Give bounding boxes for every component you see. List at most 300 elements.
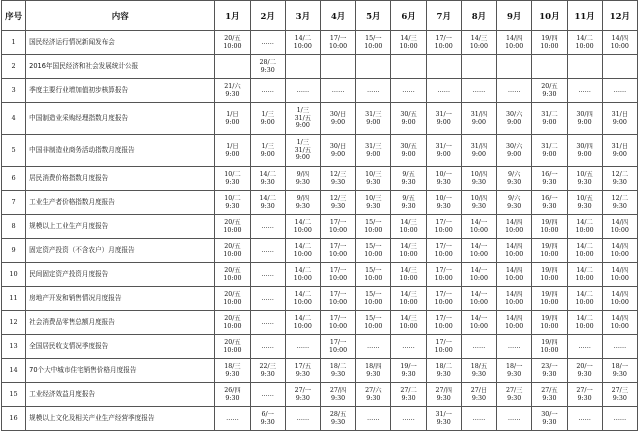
schedule-cell — [215, 55, 250, 79]
cell-line: 14/二 — [294, 219, 312, 226]
cell-line: 9:00 — [366, 150, 381, 158]
cell-line: …… — [402, 342, 415, 350]
schedule-cell — [567, 191, 602, 215]
cell-line: 9:30 — [401, 394, 416, 402]
schedule-cell — [567, 263, 602, 287]
cell-line: 10:00 — [575, 250, 594, 258]
schedule-cell — [250, 191, 285, 215]
cell-line: …… — [226, 414, 239, 422]
schedule-cell — [461, 359, 496, 383]
cell-line: 17/一 — [329, 291, 347, 298]
schedule-cell — [461, 135, 496, 167]
cell-line: 9:30 — [507, 178, 522, 186]
schedule-cell — [391, 31, 426, 55]
cell-line: 30/六 — [505, 143, 523, 150]
row-content: 规模以上文化及相关产业生产经营季度报告 — [26, 407, 215, 431]
cell-line: 9:30 — [401, 202, 416, 210]
cell-line: 10:00 — [223, 274, 242, 282]
cell-line: …… — [367, 414, 380, 422]
cell-line: 19/四 — [541, 219, 558, 226]
cell-line: 31/一 — [435, 111, 452, 118]
cell-line: 10:00 — [540, 226, 559, 234]
schedule-cell — [497, 135, 532, 167]
schedule-cell — [250, 167, 285, 191]
cell-line: …… — [507, 86, 521, 94]
cell-line: 9:00 — [471, 150, 487, 158]
schedule-cell — [356, 407, 391, 431]
row-index: 8 — [2, 215, 26, 239]
cell-line: 14/四 — [611, 291, 629, 298]
cell-line: 10:00 — [575, 42, 594, 50]
schedule-cell — [567, 335, 602, 359]
cell-line: 27/五 — [541, 387, 558, 394]
schedule-cell — [215, 135, 250, 167]
cell-line: 10:00 — [469, 226, 489, 234]
schedule-cell — [461, 167, 496, 191]
cell-line: 10:00 — [505, 274, 524, 282]
cell-line: 10:00 — [364, 250, 383, 258]
cell-line: 10:00 — [575, 322, 594, 330]
cell-line: 20/五 — [224, 219, 241, 226]
cell-line: 10:00 — [575, 274, 594, 282]
cell-line: 10:00 — [469, 274, 489, 282]
schedule-cell — [426, 287, 461, 311]
schedule-cell — [250, 215, 285, 239]
schedule-cell — [285, 135, 320, 167]
cell-line: 1/三 — [296, 107, 310, 115]
cell-line: 15/一 — [365, 291, 382, 298]
cell-line: …… — [613, 342, 627, 350]
cell-line: 14/四 — [505, 219, 523, 226]
schedule-cell — [391, 335, 426, 359]
row-index: 10 — [2, 263, 26, 287]
cell-line: 10:00 — [505, 250, 524, 258]
schedule-cell — [356, 287, 391, 311]
cell-line: 10:00 — [540, 346, 559, 354]
row-content: 固定资产投资（不含农户）月度报告 — [26, 239, 215, 263]
row-index: 2 — [2, 55, 26, 79]
cell-line: 6/一 — [261, 411, 274, 418]
row-content: 工业经济效益月度报告 — [26, 383, 215, 407]
schedule-cell — [215, 167, 250, 191]
cell-line: 17/一 — [435, 315, 452, 322]
cell-line: 31/三 — [365, 111, 382, 118]
table-row — [2, 311, 638, 335]
cell-line: 19/四 — [541, 291, 558, 298]
schedule-cell — [532, 191, 567, 215]
cell-line: 9:30 — [225, 90, 240, 98]
cell-line: 14/四 — [611, 267, 629, 274]
header-month: 11月 — [567, 1, 602, 31]
cell-line: 1/日 — [226, 111, 239, 118]
cell-line: …… — [613, 414, 627, 422]
cell-line: 30/日 — [329, 143, 347, 150]
cell-line: 19/四 — [541, 243, 558, 250]
cell-line: 10:00 — [399, 250, 418, 258]
cell-line: 10:00 — [610, 298, 629, 306]
cell-line: 14/一 — [470, 291, 488, 298]
cell-line: 9:30 — [542, 418, 557, 426]
cell-line: 10:00 — [329, 298, 348, 306]
schedule-cell — [567, 31, 602, 55]
schedule-cell — [250, 31, 285, 55]
cell-line: …… — [261, 294, 274, 302]
cell-line: 10:00 — [575, 298, 594, 306]
cell-line: 20/一 — [576, 363, 593, 370]
schedule-cell — [391, 135, 426, 167]
schedule-cell — [426, 263, 461, 287]
cell-line: 10/一 — [435, 171, 452, 178]
schedule-cell — [426, 359, 461, 383]
cell-line: 18/二 — [329, 363, 347, 370]
row-content: 季度主要行业增加值初步核算报告 — [26, 79, 215, 103]
schedule-cell — [567, 135, 602, 167]
cell-line: 9:30 — [542, 90, 557, 98]
schedule-cell — [497, 359, 532, 383]
cell-line: …… — [296, 342, 310, 350]
schedule-cell — [567, 239, 602, 263]
cell-line: 10:00 — [293, 298, 312, 306]
schedule-cell — [532, 263, 567, 287]
cell-line: 9:30 — [436, 394, 451, 402]
cell-line: 9:30 — [577, 202, 592, 210]
cell-line: 16/一 — [541, 171, 558, 178]
cell-line: 9:00 — [401, 118, 416, 126]
schedule-cell — [391, 239, 426, 263]
table-body — [2, 31, 638, 431]
cell-line: 9:00 — [225, 150, 240, 158]
cell-line: 9:00 — [331, 150, 346, 158]
schedule-cell — [461, 407, 496, 431]
schedule-cell — [532, 239, 567, 263]
schedule-cell — [602, 335, 637, 359]
cell-line: 27/二 — [400, 387, 417, 394]
cell-line: …… — [507, 414, 521, 422]
schedule-cell — [602, 167, 637, 191]
cell-line: …… — [437, 86, 451, 94]
schedule-cell — [602, 55, 637, 79]
cell-line: 9/六 — [507, 171, 521, 178]
header-month: 7月 — [426, 1, 461, 31]
schedule-cell — [285, 407, 320, 431]
cell-line: 21/六 — [224, 83, 241, 90]
schedule-cell — [461, 31, 496, 55]
row-index: 9 — [2, 239, 26, 263]
cell-line: 14/三 — [400, 219, 417, 226]
cell-line: 17/一 — [329, 35, 347, 42]
cell-line: 9:30 — [507, 394, 522, 402]
schedule-cell — [461, 215, 496, 239]
cell-line: 10:00 — [399, 322, 418, 330]
row-content: 居民消费价格指数月度报告 — [26, 167, 215, 191]
schedule-cell — [602, 263, 637, 287]
schedule-cell — [356, 215, 391, 239]
cell-line: 17/一 — [435, 219, 452, 226]
schedule-cell — [426, 311, 461, 335]
cell-line: 15/一 — [365, 315, 382, 322]
schedule-cell — [285, 55, 320, 79]
schedule-cell — [602, 311, 637, 335]
schedule-cell — [320, 215, 355, 239]
cell-line: 12/二 — [611, 171, 629, 178]
cell-line: 30/四 — [576, 143, 593, 150]
header-month: 12月 — [602, 1, 637, 31]
cell-line: 10:00 — [223, 346, 242, 354]
schedule-cell — [426, 335, 461, 359]
schedule-cell — [391, 167, 426, 191]
cell-line: 10:00 — [364, 226, 383, 234]
schedule-cell — [320, 103, 355, 135]
cell-line: 10:00 — [223, 42, 242, 50]
cell-line: 9:30 — [542, 178, 557, 186]
cell-line: 10:00 — [505, 226, 524, 234]
cell-line: 10:00 — [329, 322, 348, 330]
cell-line: 10:00 — [469, 298, 489, 306]
schedule-cell — [567, 383, 602, 407]
cell-line: 27/三 — [611, 387, 629, 394]
schedule-cell — [497, 239, 532, 263]
cell-line: 9:00 — [260, 150, 275, 158]
cell-line: 10:00 — [610, 250, 629, 258]
cell-line: 9:00 — [612, 150, 627, 158]
cell-line: 18/四 — [365, 363, 382, 370]
schedule-cell — [567, 359, 602, 383]
cell-line: 9:30 — [331, 202, 346, 210]
cell-line: 9:30 — [436, 178, 451, 186]
schedule-cell — [426, 239, 461, 263]
cell-line: 31/日 — [611, 143, 629, 150]
schedule-cell — [532, 287, 567, 311]
cell-line: 20/五 — [224, 35, 241, 42]
cell-line: 14/四 — [505, 243, 523, 250]
schedule-cell — [567, 103, 602, 135]
schedule-cell — [426, 55, 461, 79]
row-content: 2016年国民经济和社会发展统计公报 — [26, 55, 215, 79]
cell-line: 14/二 — [294, 315, 312, 322]
cell-line: 14/四 — [505, 267, 523, 274]
schedule-cell — [285, 167, 320, 191]
schedule-cell — [250, 359, 285, 383]
cell-line: 17/一 — [329, 243, 347, 250]
release-schedule-table — [1, 0, 638, 431]
cell-line: …… — [402, 86, 415, 94]
cell-line: 10:00 — [399, 42, 418, 50]
cell-line: 30/一 — [541, 411, 558, 418]
cell-line: 14/三 — [470, 35, 488, 42]
schedule-cell — [356, 311, 391, 335]
schedule-cell — [356, 79, 391, 103]
cell-line: 10:00 — [610, 322, 629, 330]
cell-line: 31/日 — [611, 111, 629, 118]
schedule-cell — [250, 103, 285, 135]
cell-line: 9:30 — [577, 394, 592, 402]
schedule-cell — [532, 335, 567, 359]
schedule-cell — [356, 359, 391, 383]
schedule-cell — [285, 79, 320, 103]
cell-line: 9:30 — [295, 178, 310, 186]
table-row — [2, 55, 638, 79]
cell-line: 9/四 — [296, 195, 310, 202]
cell-line: 9:30 — [295, 370, 310, 378]
cell-line: 14/二 — [294, 243, 312, 250]
cell-line: 9:30 — [366, 178, 381, 186]
cell-line: 9:00 — [401, 150, 416, 158]
schedule-cell — [532, 31, 567, 55]
schedule-cell — [285, 103, 320, 135]
schedule-cell — [602, 135, 637, 167]
cell-line: 20/五 — [224, 291, 241, 298]
cell-line: 9:30 — [507, 370, 522, 378]
schedule-cell — [391, 191, 426, 215]
cell-line: 10:00 — [293, 42, 312, 50]
cell-line: 17/一 — [435, 267, 452, 274]
cell-line: 12/二 — [611, 195, 629, 202]
cell-line: 9:30 — [260, 370, 275, 378]
schedule-cell — [391, 103, 426, 135]
cell-line: 14/二 — [576, 219, 593, 226]
cell-line: 19/四 — [541, 339, 558, 346]
cell-line: 9:30 — [542, 370, 557, 378]
schedule-cell — [532, 55, 567, 79]
header-month: 2月 — [250, 1, 285, 31]
table-row — [2, 287, 638, 311]
cell-line: 9:30 — [366, 394, 381, 402]
schedule-cell — [356, 55, 391, 79]
cell-line: 14/三 — [400, 291, 417, 298]
cell-line: 14/四 — [611, 35, 629, 42]
schedule-cell — [285, 191, 320, 215]
cell-line: 9:00 — [577, 118, 592, 126]
schedule-cell — [250, 55, 285, 79]
cell-line: 15/一 — [365, 267, 382, 274]
cell-line: 9:30 — [471, 178, 487, 186]
row-content: 工业生产者价格指数月度报告 — [26, 191, 215, 215]
row-content: 规模以上工业生产月度报告 — [26, 215, 215, 239]
schedule-cell — [532, 167, 567, 191]
schedule-cell — [391, 79, 426, 103]
cell-line: 9:00 — [577, 150, 592, 158]
schedule-cell — [461, 383, 496, 407]
schedule-cell — [602, 383, 637, 407]
schedule-cell — [250, 263, 285, 287]
cell-line: …… — [578, 342, 591, 350]
cell-line: 14/一 — [470, 243, 488, 250]
cell-line: 9:00 — [331, 118, 346, 126]
cell-line: 20/五 — [224, 267, 241, 274]
cell-line: 28/五 — [329, 411, 347, 418]
schedule-cell — [250, 135, 285, 167]
cell-line: 10:00 — [364, 274, 383, 282]
cell-line: 9:00 — [225, 118, 240, 126]
cell-line: 14/二 — [576, 291, 593, 298]
cell-line: 9:30 — [612, 394, 627, 402]
cell-line: 31/二 — [541, 143, 558, 150]
row-content: 社会消费品零售总额月度报告 — [26, 311, 215, 335]
cell-line: 10:00 — [469, 42, 489, 50]
cell-line: 10:00 — [223, 250, 242, 258]
cell-line: 19/四 — [541, 267, 558, 274]
schedule-cell — [250, 79, 285, 103]
header-month: 8月 — [461, 1, 496, 31]
schedule-cell — [497, 383, 532, 407]
cell-line: 10/四 — [470, 195, 488, 202]
cell-line: 9:30 — [436, 370, 451, 378]
cell-line: 26/四 — [224, 387, 241, 394]
cell-line: …… — [507, 342, 521, 350]
cell-line: 27/日 — [470, 387, 488, 394]
cell-line: 10:00 — [329, 250, 348, 258]
cell-line: …… — [261, 86, 274, 94]
cell-line: 20/五 — [224, 315, 241, 322]
cell-line: 9:30 — [542, 394, 557, 402]
cell-line: 14/二 — [576, 243, 593, 250]
cell-line: 27/四 — [435, 387, 452, 394]
cell-line: 10:00 — [293, 322, 312, 330]
cell-line: 17/一 — [329, 315, 347, 322]
cell-line: 10:00 — [434, 322, 453, 330]
schedule-cell — [602, 239, 637, 263]
cell-line: 14/二 — [576, 35, 593, 42]
schedule-cell — [497, 167, 532, 191]
schedule-cell — [356, 167, 391, 191]
cell-line: 1/三 — [261, 143, 274, 150]
schedule-cell — [461, 79, 496, 103]
cell-line: 9:30 — [471, 370, 487, 378]
cell-line: 31/四 — [470, 143, 488, 150]
cell-line: 14/二 — [294, 267, 312, 274]
table-row — [2, 31, 638, 55]
cell-line: 9:30 — [542, 202, 557, 210]
schedule-cell — [391, 55, 426, 79]
cell-line: 9:30 — [612, 178, 627, 186]
schedule-cell — [285, 287, 320, 311]
cell-line: 10:00 — [469, 322, 489, 330]
row-index: 1 — [2, 31, 26, 55]
cell-line: 9:30 — [225, 202, 240, 210]
cell-line: 30/六 — [505, 111, 523, 118]
cell-line: 9:00 — [507, 150, 522, 158]
cell-line: …… — [261, 222, 274, 230]
schedule-cell — [285, 335, 320, 359]
schedule-cell — [285, 359, 320, 383]
row-content: 国民经济运行情况新闻发布会 — [26, 31, 215, 55]
cell-line: 31/五 — [294, 146, 312, 154]
cell-line: 10:00 — [399, 274, 418, 282]
schedule-cell — [426, 135, 461, 167]
cell-line: …… — [261, 342, 274, 350]
cell-line: 10:00 — [540, 42, 559, 50]
cell-line: 1/三 — [261, 111, 274, 118]
cell-line: 1/日 — [226, 143, 239, 150]
cell-line: 9:30 — [295, 394, 310, 402]
table-header-row — [2, 1, 638, 31]
cell-line: 10:00 — [505, 322, 524, 330]
schedule-cell — [320, 311, 355, 335]
cell-line: 14/四 — [611, 243, 629, 250]
row-index: 4 — [2, 103, 26, 135]
schedule-cell — [567, 215, 602, 239]
schedule-cell — [250, 407, 285, 431]
cell-line: …… — [367, 86, 380, 94]
cell-line: 9:00 — [436, 150, 451, 158]
schedule-cell — [215, 239, 250, 263]
cell-line: 17/一 — [435, 291, 452, 298]
cell-line: 10:00 — [364, 42, 383, 50]
row-content: 民间固定资产投资月度报告 — [26, 263, 215, 287]
cell-line: 10:00 — [610, 226, 629, 234]
header-month: 1月 — [215, 1, 250, 31]
schedule-cell — [215, 31, 250, 55]
